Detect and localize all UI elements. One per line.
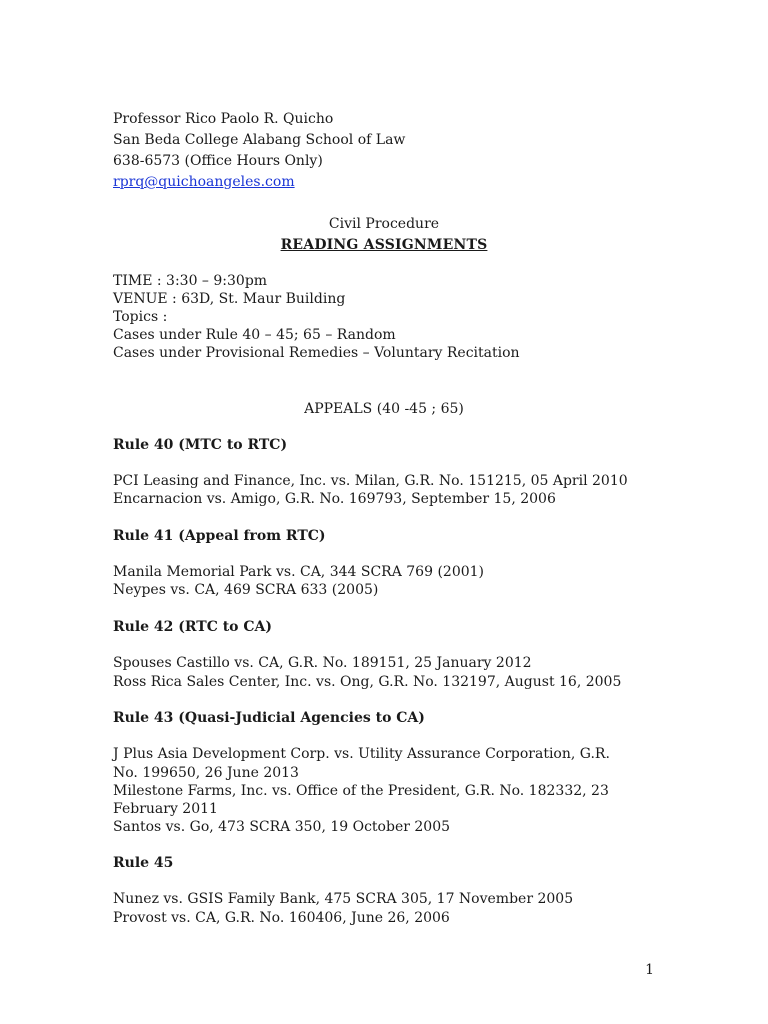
email-link[interactable]: rprq@quichoangeles.com [113, 174, 295, 190]
venue-line: VENUE : 63D, St. Maur Building [113, 291, 346, 307]
case-line: No. 199650, 26 June 2013 [113, 765, 299, 781]
case-line: Neypes vs. CA, 469 SCRA 633 (2005) [113, 582, 379, 598]
document-title: READING ASSIGNMENTS [280, 237, 488, 253]
case-line: Santos vs. Go, 473 SCRA 350, 19 October 2005 [113, 819, 451, 835]
rule-heading: Rule 40 (MTC to RTC) [113, 437, 288, 453]
case-line: Encarnacion vs. Amigo, G.R. No. 169793, September 15, 2006 [113, 491, 556, 507]
case-line: PCI Leasing and Finance, Inc. vs. Milan, G.R. No. 151215, 05 April 2010 [113, 473, 628, 489]
case-line: Milestone Farms, Inc. vs. Office of the President, G.R. No. 182332, 23 [113, 783, 609, 799]
topics-label: Topics : [113, 309, 168, 325]
course-name: Civil Procedure [328, 216, 440, 232]
rule-heading: Rule 42 (RTC to CA) [113, 619, 273, 635]
page-number: 1 [645, 962, 654, 978]
topic-line: Cases under Provisional Remedies – Voluntary Recitation [113, 345, 520, 361]
case-line: February 2011 [113, 801, 218, 817]
section-title: APPEALS (40 -45 ; 65) [304, 401, 464, 417]
case-line: Ross Rica Sales Center, Inc. vs. Ong, G.R. No. 132197, August 16, 2005 [113, 674, 622, 690]
case-line: Provost vs. CA, G.R. No. 160406, June 26, 2006 [113, 910, 450, 926]
rule-heading: Rule 43 (Quasi-Judicial Agencies to CA) [113, 710, 425, 726]
case-line: J Plus Asia Development Corp. vs. Utility Assurance Corporation, G.R. [113, 746, 610, 762]
office-phone: 638-6573 (Office Hours Only) [113, 153, 323, 169]
rule-heading: Rule 41 (Appeal from RTC) [113, 528, 326, 544]
rule-heading: Rule 45 [113, 855, 174, 871]
time-line: TIME : 3:30 – 9:30pm [113, 273, 268, 289]
topic-line: Cases under Rule 40 – 45; 65 – Random [113, 327, 396, 343]
school-name: San Beda College Alabang School of Law [113, 132, 406, 148]
case-line: Nunez vs. GSIS Family Bank, 475 SCRA 305, 17 November 2005 [113, 891, 574, 907]
professor-name: Professor Rico Paolo R. Quicho [113, 111, 334, 127]
case-line: Manila Memorial Park vs. CA, 344 SCRA 769 (2001) [113, 564, 484, 580]
case-line: Spouses Castillo vs. CA, G.R. No. 189151, 25 January 2012 [113, 655, 532, 671]
